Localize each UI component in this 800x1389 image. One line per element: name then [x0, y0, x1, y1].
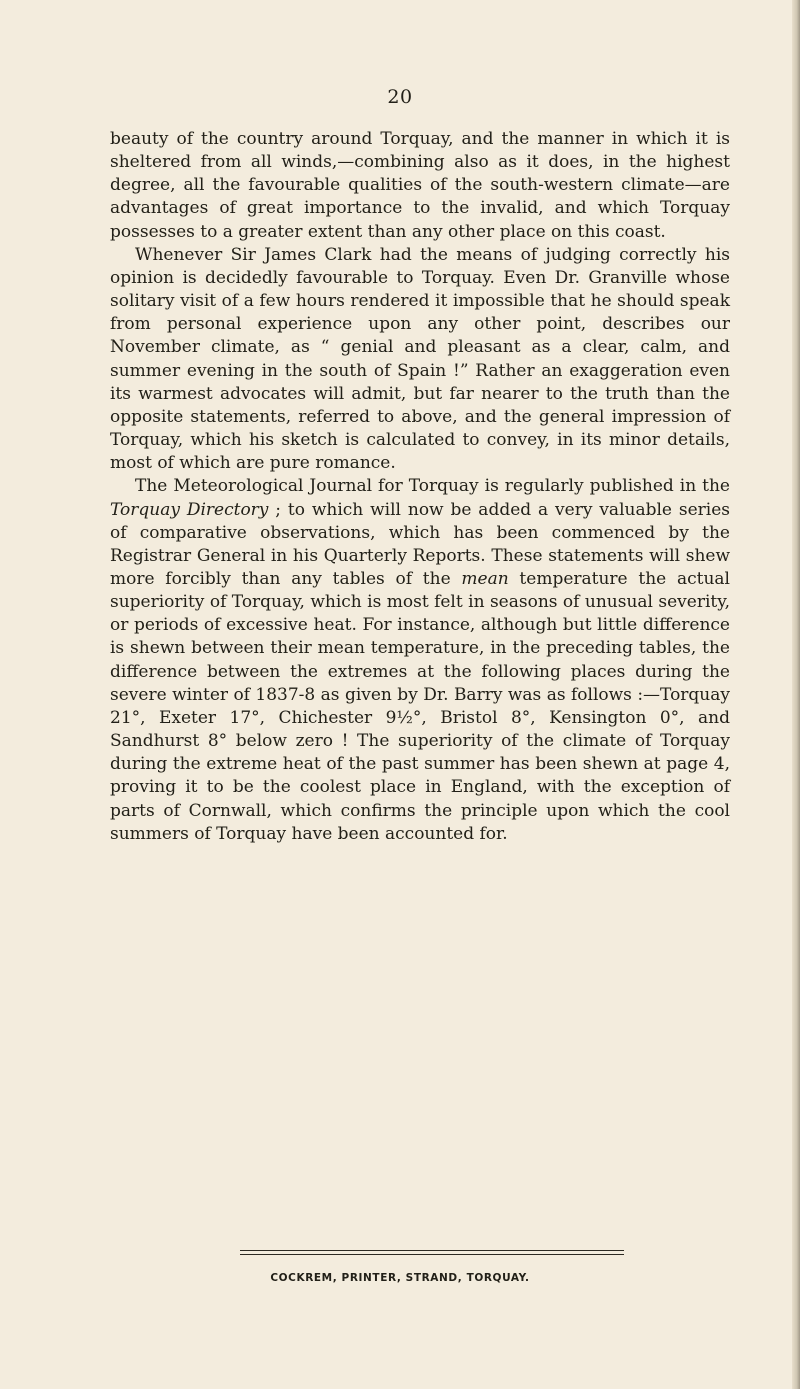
paragraph-3-text-a: The Meteorological Journal for Torquay is regularly published in the — [135, 476, 730, 497]
footer-rule — [240, 1250, 624, 1255]
torquay-directory-title: Torquay Directory — [110, 499, 269, 520]
page-number: 20 — [387, 86, 413, 108]
paragraph-3-text-b: ; to which will now be added a very valuable series of comparative observations, which has been commenced by the Registrar General in his Quarterly Reports. These statements will shew more forcibly than any tables of the — [110, 499, 730, 589]
mean-emphasis: mean — [461, 568, 509, 589]
paragraph-2: Whenever Sir James Clark had the means of judging correctly his opinion is decidedly favourable to Torquay. Even Dr. Granville whose solitary visit of a few hours rendered it impossible that he should speak from personal experience upon any other point, describes our November climate, as “ genial and pleasant as a clear, calm, and summer evening in the south of Spain !” Rather an exaggeration even its warmest advocates will admit, but far nearer to the truth than the opposite statements, referred to above, and the general impression of Torquay, which his sketch is calculated to convey, in its minor details, most of which are pure romance. — [110, 244, 730, 474]
paragraph-3 — [110, 475, 730, 846]
paragraph-3-text-c: temperature the actual superiority of Torquay, which is most felt in seasons of unusual severity, or periods of excessive heat. For instance, although but little difference is shewn between their mean temperature, in the preceding tables, the difference between the extremes at the following places during the severe winter of 1837-8 as given by Dr. Barry was as follows :—Torquay 21°, Exeter 17°, Chichester 9½°, Bristol 8°, Kensington 0°, and Sandhurst 8° below zero ! The superiority of the climate of Torquay during the extreme heat of the past summer has been shewn at page 4, proving it to be the coolest place in England, with the exception of parts of Cornwall, which confirms the principle upon which the cool summers of Torquay have been accounted for. — [110, 568, 730, 844]
paragraph-1: beauty of the country around Torquay, and the manner in which it is sheltered from all winds,—combining also as it does, in the highest degree, all the favourable qualities of the south-western climate—are advantages of great importance to the invalid, and which Torquay possesses to a greater extent than any other place on this coast. — [110, 129, 730, 242]
page-edge-shadow — [792, 0, 800, 1389]
printer-imprint: COCKREM, PRINTER, STRAND, TORQUAY. — [270, 1272, 530, 1284]
body-text — [110, 128, 730, 846]
